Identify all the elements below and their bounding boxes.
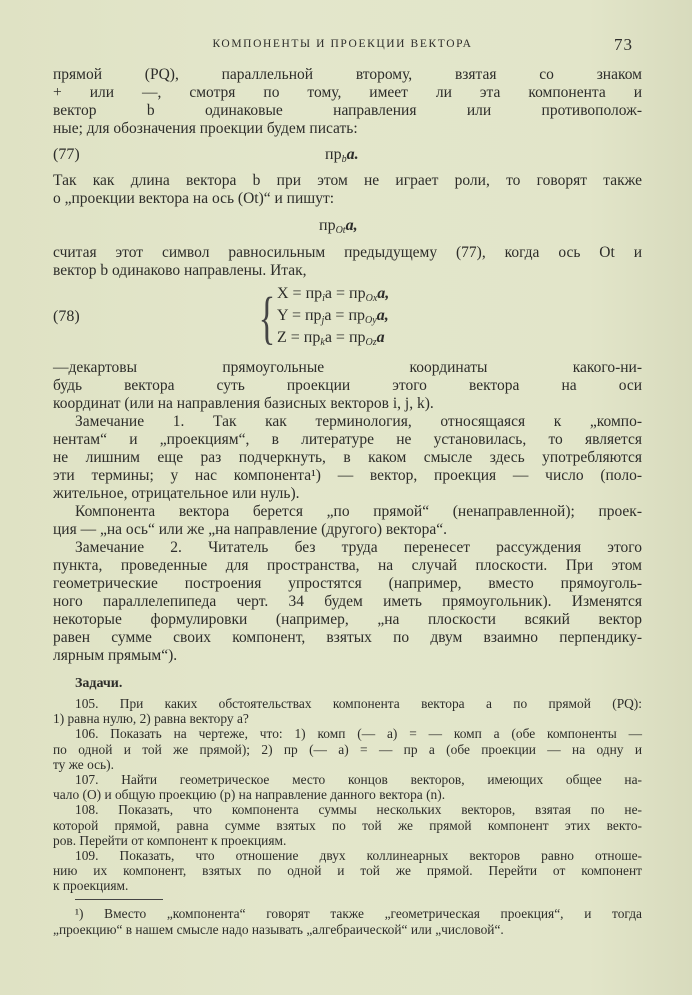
text-line: Замечание 1. Так как терминология, относящаяся к „компо- <box>75 413 642 430</box>
equation-part: a <box>376 329 385 346</box>
text-line: + или —, смотря по тому, имеет ли эта компонента и <box>53 84 642 101</box>
problems-section <box>53 676 642 937</box>
formula-arg: a. <box>346 146 359 163</box>
equation-part: a = пр <box>324 329 366 346</box>
footnote <box>53 906 642 936</box>
text-line: координат (или на направления базисных векторов i, j, k). <box>53 395 434 412</box>
text-line: ция — „на ось“ или же „на направление (другого) вектора“. <box>53 521 448 538</box>
text-line: лярным прямым“). <box>53 647 178 664</box>
paragraph <box>53 244 642 280</box>
equation-78 <box>53 285 642 351</box>
text-line: Так как длина вектора b при этом не играет роли, то говорят также <box>53 172 642 189</box>
text-line: 106. Показать на чертеже, что: 1) комп (— a) = — комп a (обе компоненты — <box>75 726 642 742</box>
text-line: прямой (PQ), параллельной второму, взятая со знаком <box>53 66 642 83</box>
running-title: КОМПОНЕНТЫ И ПРОЕКЦИИ ВЕКТОРА <box>212 38 473 50</box>
equation-part: Y = пр <box>277 307 322 324</box>
equation-part: i <box>322 293 325 304</box>
text-line: к проекциям. <box>53 878 129 894</box>
text-line: 105. При каких обстоятельствах компонента вектора a по прямой (PQ): <box>75 696 642 711</box>
text-line: пункта, проведенные для пространства, на случай плоскости. При этом <box>53 557 642 574</box>
text-line: вектор b одинаковые направления или противополож- <box>53 102 642 119</box>
paragraph <box>53 66 642 138</box>
equation-part: k <box>320 337 325 348</box>
equation-label: (78) <box>53 308 80 325</box>
text-line: 108. Показать, что компонента суммы нескольких векторов, взятая по не- <box>75 802 642 818</box>
text-line: некоторые формулировки (например, „на плоскости всякий вектор <box>53 611 642 628</box>
text-line: вектор b одинаково направлены. Итак, <box>53 262 307 279</box>
text-line: —декартовы прямоугольные координаты какого-ни- <box>53 359 642 376</box>
problem-108 <box>53 802 642 848</box>
problem-107 <box>53 772 642 802</box>
text-line: Компонента вектора берется „по прямой“ (ненаправленной); проек- <box>75 503 642 520</box>
paragraph <box>53 172 642 208</box>
formula-subscript: b <box>341 154 347 165</box>
text-line: которой прямой, равна сумме взятых по той же прямой компонент этих векто- <box>53 817 642 833</box>
text-line: эти термины; у нас компонента¹) — вектор, проекция — число (поло- <box>53 467 642 484</box>
equation-part: a = пр <box>324 307 366 324</box>
paragraph <box>53 539 642 665</box>
equation-part: Z = пр <box>277 329 321 346</box>
page-number: 73 <box>614 35 633 54</box>
text-line: ного параллелепипеда черт. 34 будем иметь прямоугольник). Изменятся <box>53 593 642 610</box>
formula-arg: a, <box>345 217 358 234</box>
text-line: Замечание 2. Читатель без труда перенесет рассуждения этого <box>75 539 642 556</box>
paragraph <box>53 503 642 539</box>
equation-label: (77) <box>53 146 80 163</box>
text-line: чало (O) и общую проекцию (p) на направление данного вектора (n). <box>53 787 446 803</box>
text-line: ные; для обозначения проекции будем писать: <box>53 120 358 137</box>
equation-part: Oy <box>365 315 377 326</box>
text-line: считая этот символ равносильным предыдущему (77), когда ось Ot и <box>53 244 642 261</box>
text-line: ту же ось). <box>53 756 114 772</box>
formula-subscript: Ot <box>335 225 346 236</box>
formula-op: пр <box>319 217 336 234</box>
paragraph <box>53 359 642 413</box>
text-line: будь вектора суть проекции этого вектора на оси <box>53 377 642 394</box>
text-line: по одной и той же прямой); 2) пр (— a) = — пр a (обе проекции — на одну и <box>53 741 642 757</box>
text-line: 1) равна нулю, 2) равна вектору a? <box>53 711 249 727</box>
equation-part: a = пр <box>324 285 366 302</box>
brace-symbol: { <box>258 285 276 350</box>
text-line: „проекцию“ в нашем смысле надо называть „алгебраической“ или „числовой“. <box>53 921 504 937</box>
equation-ot <box>53 217 642 237</box>
problem-106 <box>53 726 642 772</box>
equation-part: Ox <box>365 293 378 304</box>
equation-part: Oz <box>365 337 377 348</box>
equation-row <box>277 285 389 307</box>
formula-op: пр <box>325 146 342 163</box>
equation-part: X = пр <box>277 285 323 302</box>
text-line: нентам“ и „проекциям“, в литературе не установилась, то является <box>53 431 642 448</box>
footnote-divider <box>75 899 163 900</box>
problem-109 <box>53 848 642 894</box>
equation-part: a, <box>376 307 389 324</box>
problems-heading: Задачи. <box>75 676 123 691</box>
formula <box>325 146 359 165</box>
text-line: геометрические построения упростятся (например, вместо прямоуголь- <box>53 575 642 592</box>
text-line: ров. Перейти от компонент к проекциям. <box>53 832 287 848</box>
equation-part: j <box>321 315 325 326</box>
problem-105 <box>53 696 642 726</box>
text-line: ¹) Вместо „компонента“ говорят также „геометрическая проекция“, и тогда <box>75 906 642 922</box>
text-line: о „проекции вектора на ось (Ot)“ и пишут: <box>53 190 335 207</box>
equation-row <box>277 307 389 329</box>
text-line: 109. Показать, что отношение двух коллинеарных векторов равно отноше- <box>75 847 642 863</box>
paragraph <box>53 413 642 503</box>
text-line: не лишним еще раз подчеркнуть, в каком смысле здесь употребляются <box>53 449 642 466</box>
running-header <box>0 35 692 53</box>
equation-77 <box>53 146 642 166</box>
equation-part: a, <box>377 285 390 302</box>
text-line: жительное, отрицательное или нуль). <box>53 485 300 502</box>
text-line: 107. Найти геометрическое место концов векторов, имеющих общее на- <box>75 771 642 787</box>
text-line: нию их компонент, взятых по одной и той же прямой. Перейти от компонент <box>53 863 642 879</box>
formula <box>319 217 358 236</box>
equation-row <box>277 329 385 351</box>
text-line: равен сумме своих компонент, взятых по двум взаимно перпендику- <box>53 629 642 646</box>
